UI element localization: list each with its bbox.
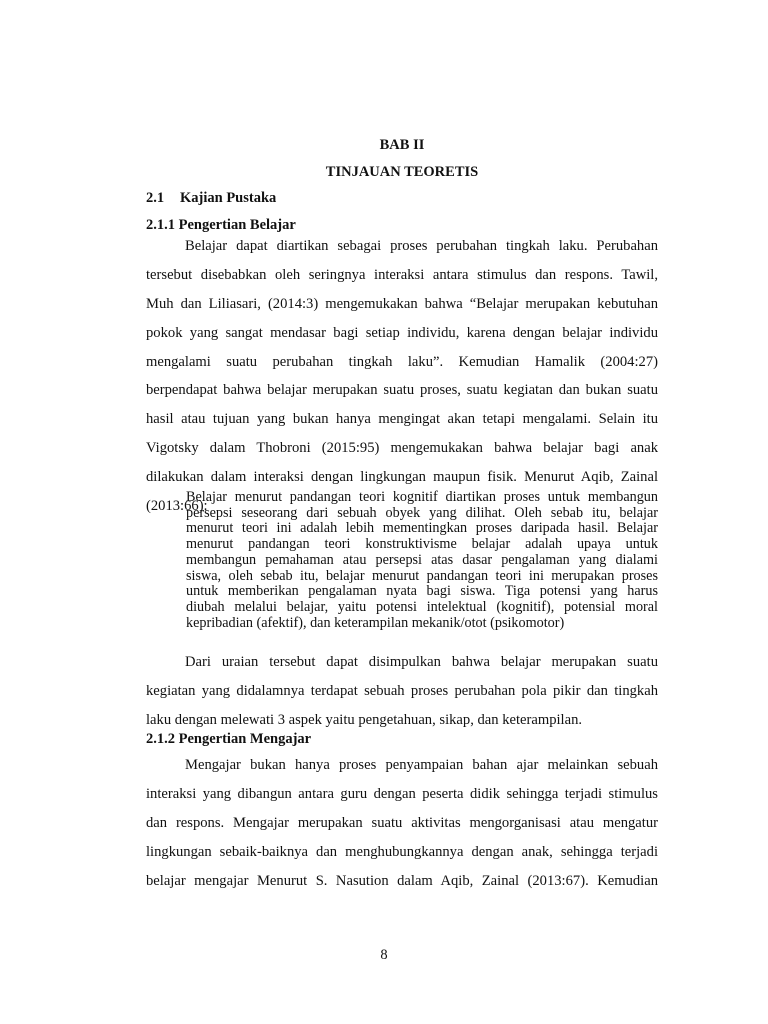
paragraph-line: lingkungan sebaik-baiknya dan menghubungkannya dengan anak, sehingga terjadi [146,843,658,860]
quote-line: menurut pandangan teori konstruktivisme belajar adalah upaya untuk [186,536,658,553]
section-number: 2.1 [146,190,165,206]
paragraph-line: tersebut disebabkan oleh seringnya interaksi antara stimulus dan respons. Tawil, [146,266,658,283]
quote-line: diubah melalui belajar, yaitu potensi intelektual (kognitif), potensial moral [186,598,658,615]
paragraph-line: Muh dan Liliasari, (2014:3) mengemukakan bahwa “Belajar merupakan kebutuhan [146,295,658,312]
paragraph-line: Mengajar bukan hanya proses penyampaian bahan ajar melainkan sebuah [185,757,658,773]
paragraph-line: mengalami suatu perubahan tingkah laku”. Kemudian Hamalik (2004:27) [146,353,658,370]
paragraph-line: dilakukan dalam interaksi dengan lingkungan maupun fisik. Menurut Aqib, Zainal [146,469,658,486]
block-quote [186,490,658,631]
paragraph-line: kegiatan yang didalamnya terdapat sebuah proses perubahan pola pikir dan tingkah [146,682,658,699]
paragraph-line: Vigotsky dalam Thobroni (2015:95) mengemukakan bahwa belajar bagi anak [146,440,658,457]
quote-line: membangun pemahaman atau persepsi atas dasar pengalaman yang dialami [186,551,658,568]
chapter-number: BAB II [379,137,425,153]
quote-line: persepsi seseorang dari sebuah obyek yang dilihat. Oleh sebab itu, belajar [186,504,658,521]
paragraph-line: hasil atau tujuan yang bukan hanya mengingat akan tetapi mengalami. Selain itu [146,411,658,428]
paragraph-line: pokok yang sangat mendasar bagi setiap individu, karena dengan belajar individu [146,324,658,341]
subsection-heading-2-1-2: 2.1.2 Pengertian Mengajar [146,731,312,747]
paragraph-kesimpulan [146,648,658,735]
paragraph-line: berpendapat bahwa belajar merupakan suatu proses, suatu kegiatan dan bukan suatu [146,382,658,399]
paragraph-line: (2013:66): [146,498,208,515]
section-title: Kajian Pustaka [180,190,277,206]
page-number: 8 [380,947,388,963]
paragraph-mengajar [146,751,658,895]
paragraph-line: laku dengan melewati 3 aspek yaitu pengetahuan, sikap, dan keterampilan. [146,711,583,728]
subsection-heading-2-1-1: 2.1.1 Pengertian Belajar [146,217,296,233]
quote-line: siswa, oleh sebab itu, belajar menurut pandangan teori ini merupakan proses [186,567,658,584]
paragraph-line: belajar mengajar Menurut S. Nasution dalam Aqib, Zainal (2013:67). Kemudian [146,872,658,889]
paragraph-line: interaksi yang dibangun antara guru dengan peserta didik sehingga terjadi stimulus [146,785,658,802]
paragraph-line: Dari uraian tersebut dapat disimpulkan bahwa belajar merupakan suatu [185,654,658,670]
quote-line: kepribadian (afektif), dan keterampilan mekanik/otot (psikomotor) [186,614,565,631]
paragraph-line: dan respons. Mengajar merupakan suatu aktivitas mengorganisasi atau mengatur [146,814,658,831]
paragraph-line: Belajar dapat diartikan sebagai proses perubahan tingkah laku. Perubahan [185,238,658,254]
quote-line: Belajar menurut pandangan teori kognitif diartikan proses untuk membangun [186,489,658,505]
paragraph-belajar [146,232,658,521]
quote-line: menurut teori ini adalah lebih mementingkan proses daripada hasil. Belajar [186,520,658,537]
section-heading-2-1 [146,190,276,207]
quote-line: untuk memberikan pengalaman nyata bagi siswa. Tiga potensi yang harus [186,583,658,600]
chapter-title: TINJAUAN TEORETIS [325,164,479,180]
